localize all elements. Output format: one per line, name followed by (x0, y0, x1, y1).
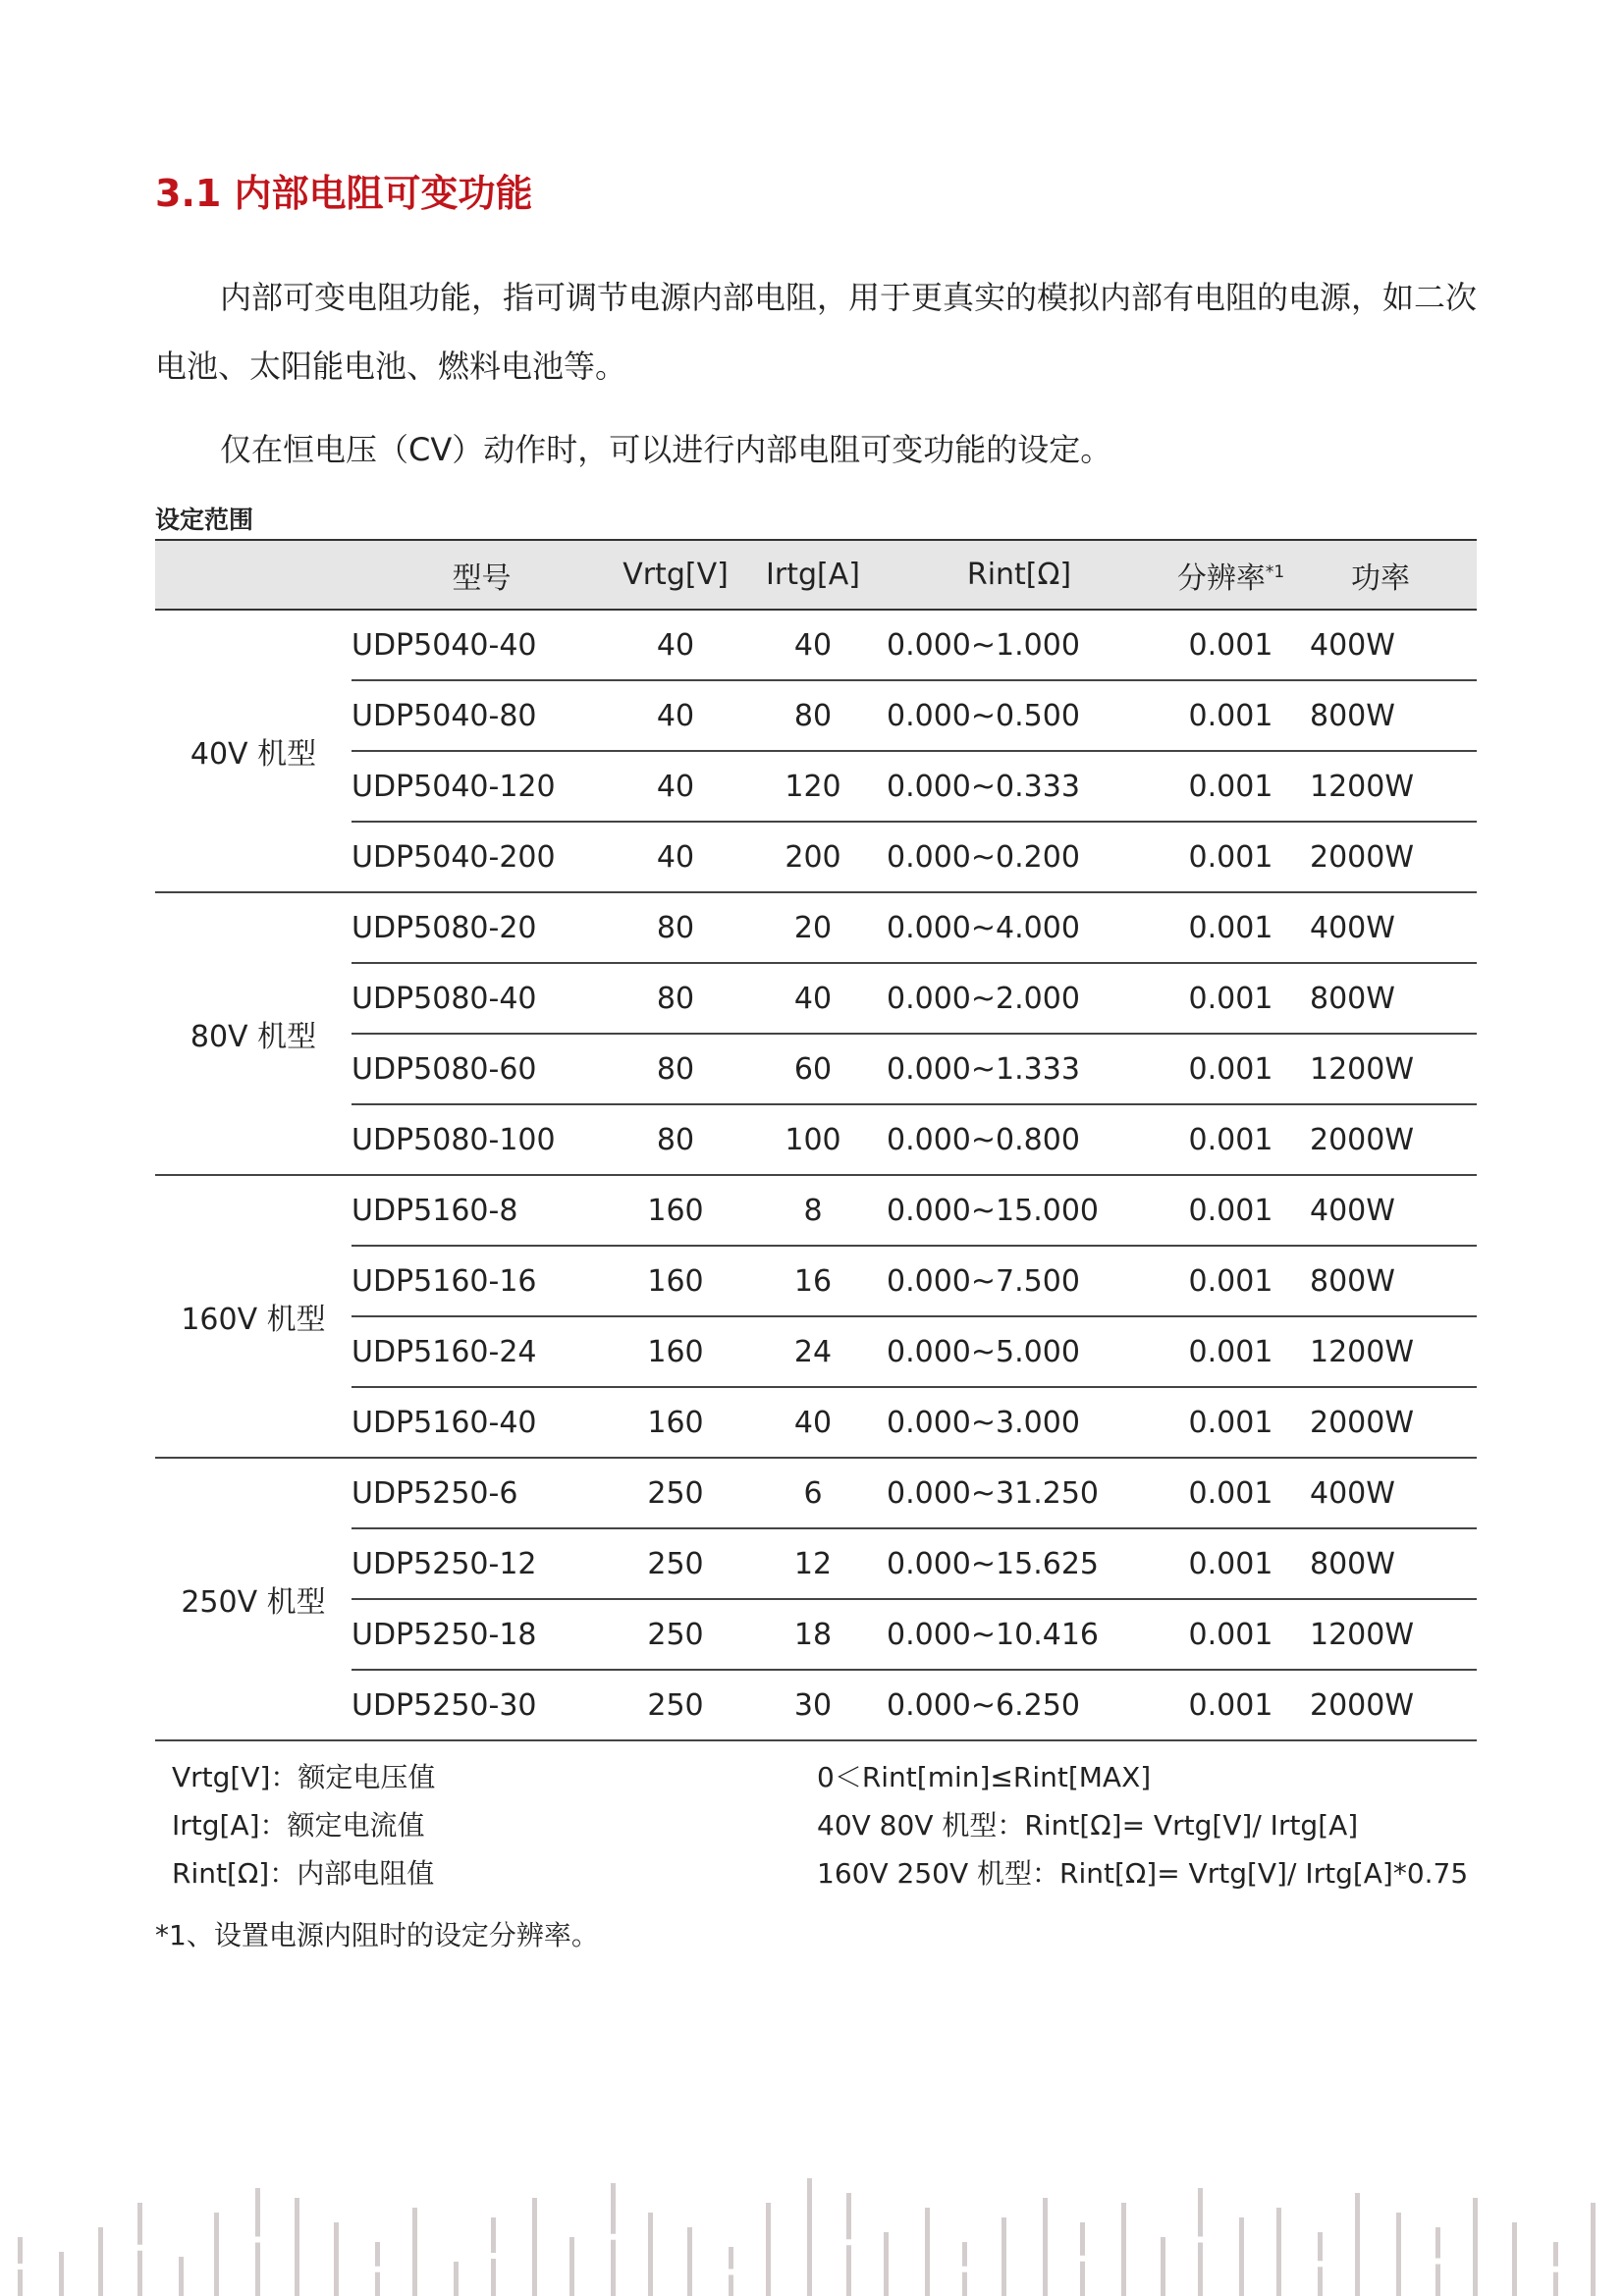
power-cell: 400W (1310, 610, 1477, 680)
vrtg-cell: 160 (612, 1246, 739, 1316)
rint-range-cell: 0.000~15.625 (887, 1528, 1152, 1599)
decor-bar (884, 2232, 889, 2296)
decor-bar (766, 2203, 771, 2296)
header-group (155, 540, 352, 610)
decor-bar (214, 2213, 219, 2296)
note-rint-range: 0＜Rint[min]≤Rint[MAX] (817, 1761, 1152, 1793)
power-cell: 400W (1310, 1458, 1477, 1528)
header-resolution-label: 分辨率 (1176, 561, 1266, 596)
decor-bar (807, 2178, 812, 2296)
table-row (155, 751, 1477, 822)
vrtg-cell: 250 (612, 1528, 739, 1599)
decor-bar (295, 2198, 299, 2296)
decor-bar (1276, 2208, 1281, 2296)
table-row (155, 1034, 1477, 1104)
power-cell: 800W (1310, 963, 1477, 1034)
irtg-cell: 16 (739, 1246, 887, 1316)
model-cell: UDP5160-8 (352, 1175, 612, 1246)
decor-bar (925, 2208, 930, 2296)
setting-range-table (155, 539, 1477, 1741)
vrtg-cell: 80 (612, 892, 739, 963)
resolution-cell: 0.001 (1152, 1246, 1310, 1316)
header-rint: Rint[Ω] (887, 540, 1152, 610)
decor-bar (1043, 2198, 1048, 2296)
decor-bar-gap (1435, 2259, 1440, 2265)
decor-bar-gap (962, 2267, 967, 2272)
rint-range-cell: 0.000~0.500 (887, 680, 1152, 751)
table-row (155, 822, 1477, 892)
model-cell: UDP5250-18 (352, 1599, 612, 1670)
decor-bar (1239, 2217, 1244, 2296)
rint-range-cell: 0.000~1.000 (887, 610, 1152, 680)
vrtg-cell: 40 (612, 822, 739, 892)
table-row (155, 680, 1477, 751)
resolution-cell: 0.001 (1152, 1599, 1310, 1670)
table-caption: 设定范围 (155, 506, 254, 534)
table-row (155, 1599, 1477, 1670)
power-cell: 800W (1310, 1528, 1477, 1599)
note-vrtg: Vrtg[V]：额定电压值 (172, 1761, 436, 1793)
header-resolution (1152, 540, 1310, 610)
power-cell: 1200W (1310, 1034, 1477, 1104)
model-cell: UDP5080-40 (352, 963, 612, 1034)
resolution-cell: 0.001 (1152, 1104, 1310, 1175)
decor-bar (1001, 2217, 1006, 2296)
rint-range-cell: 0.000~1.333 (887, 1034, 1152, 1104)
table-row (155, 1387, 1477, 1458)
irtg-cell: 40 (739, 1387, 887, 1458)
decor-bar (412, 2208, 417, 2296)
irtg-cell: 120 (739, 751, 887, 822)
vrtg-cell: 40 (612, 751, 739, 822)
section-title: 3.1 内部电阻可变功能 (155, 172, 533, 215)
resolution-cell: 0.001 (1152, 892, 1310, 963)
rint-range-cell: 0.000~3.000 (887, 1387, 1152, 1458)
irtg-cell: 60 (739, 1034, 887, 1104)
header-power: 功率 (1310, 540, 1477, 610)
power-cell: 2000W (1310, 822, 1477, 892)
decor-bar-gap (18, 2264, 23, 2269)
note-formula-160-250: 160V 250V 机型：Rint[Ω]= Vrtg[V]/ Irtg[A]*0.75 (817, 1857, 1469, 1890)
resolution-cell: 0.001 (1152, 1175, 1310, 1246)
decor-bar (1396, 2213, 1401, 2296)
power-cell: 1200W (1310, 1599, 1477, 1670)
power-cell: 2000W (1310, 1387, 1477, 1458)
table-row (155, 1104, 1477, 1175)
vrtg-cell: 160 (612, 1387, 739, 1458)
decor-bar (1512, 2222, 1517, 2296)
note-irtg: Irtg[A]：额定电流值 (172, 1809, 425, 1842)
power-cell: 2000W (1310, 1104, 1477, 1175)
rint-range-cell: 0.000~10.416 (887, 1599, 1152, 1670)
table-row (155, 1528, 1477, 1599)
decor-bar (1473, 2198, 1478, 2296)
model-cell: UDP5160-24 (352, 1316, 612, 1387)
model-group-label: 80V 机型 (155, 892, 352, 1175)
decor-bar (569, 2237, 574, 2296)
decor-bar-gap (255, 2237, 260, 2243)
vrtg-cell: 80 (612, 1034, 739, 1104)
power-cell: 2000W (1310, 1670, 1477, 1740)
model-cell: UDP5160-40 (352, 1387, 612, 1458)
rint-range-cell: 0.000~0.333 (887, 751, 1152, 822)
decor-bar (1121, 2203, 1126, 2296)
notes-formulas (817, 1753, 1468, 1897)
irtg-cell: 6 (739, 1458, 887, 1528)
resolution-cell: 0.001 (1152, 751, 1310, 822)
header-vrtg: Vrtg[V] (612, 540, 739, 610)
table-row (155, 610, 1477, 680)
irtg-cell: 8 (739, 1175, 887, 1246)
model-cell: UDP5250-6 (352, 1458, 612, 1528)
decor-bar (1591, 2203, 1596, 2296)
table-row (155, 1316, 1477, 1387)
resolution-cell: 0.001 (1152, 1458, 1310, 1528)
power-cell: 400W (1310, 1175, 1477, 1246)
model-cell: UDP5250-12 (352, 1528, 612, 1599)
rint-range-cell: 0.000~5.000 (887, 1316, 1152, 1387)
cv-note-paragraph: 仅在恒电压（CV）动作时，可以进行内部电阻可变功能的设定。 (220, 431, 1112, 468)
power-cell: 400W (1310, 892, 1477, 963)
resolution-cell: 0.001 (1152, 610, 1310, 680)
rint-range-cell: 0.000~7.500 (887, 1246, 1152, 1316)
table-row (155, 1246, 1477, 1316)
decor-bar (648, 2213, 653, 2296)
power-cell: 1200W (1310, 751, 1477, 822)
vrtg-cell: 80 (612, 1104, 739, 1175)
model-cell: UDP5250-30 (352, 1670, 612, 1740)
table-body (155, 610, 1477, 1740)
decorative-bars (0, 2130, 1624, 2296)
footnote: *1、设置电源内阻时的设定分辨率。 (155, 1919, 599, 1951)
resolution-cell: 0.001 (1152, 1316, 1310, 1387)
table-row (155, 963, 1477, 1034)
decor-bar-gap (491, 2253, 496, 2259)
irtg-cell: 20 (739, 892, 887, 963)
decor-bar (334, 2222, 339, 2296)
model-group-label: 250V 机型 (155, 1458, 352, 1740)
rint-range-cell: 0.000~0.200 (887, 822, 1152, 892)
resolution-cell: 0.001 (1152, 822, 1310, 892)
power-cell: 800W (1310, 1246, 1477, 1316)
vrtg-cell: 80 (612, 963, 739, 1034)
irtg-cell: 80 (739, 680, 887, 751)
table-row (155, 1175, 1477, 1246)
intro-paragraph: 内部可变电阻功能，指可调节电源内部电阻，用于更真实的模拟内部有电阻的电源，如二次电池、太阳能电池、燃料电池等。 (155, 279, 1478, 385)
note-formula-40-80: 40V 80V 机型：Rint[Ω]= Vrtg[V]/ Irtg[A] (817, 1809, 1359, 1842)
irtg-cell: 18 (739, 1599, 887, 1670)
model-cell: UDP5080-20 (352, 892, 612, 963)
decor-bar-gap (137, 2245, 142, 2251)
decor-bar (59, 2252, 64, 2296)
decor-bar-gap (1080, 2256, 1085, 2262)
irtg-cell: 12 (739, 1528, 887, 1599)
table-row (155, 892, 1477, 963)
model-cell: UDP5040-200 (352, 822, 612, 892)
model-cell: UDP5160-16 (352, 1246, 612, 1316)
decor-bar (532, 2198, 537, 2296)
model-cell: UDP5040-80 (352, 680, 612, 751)
model-group-label: 160V 机型 (155, 1175, 352, 1458)
header-resolution-footnote-mark: *1 (1265, 561, 1285, 582)
decor-bar-gap (611, 2234, 616, 2240)
rint-range-cell: 0.000~0.800 (887, 1104, 1152, 1175)
decor-bar (98, 2227, 103, 2296)
resolution-cell: 0.001 (1152, 1670, 1310, 1740)
resolution-cell: 0.001 (1152, 1387, 1310, 1458)
irtg-cell: 100 (739, 1104, 887, 1175)
model-cell: UDP5080-100 (352, 1104, 612, 1175)
decor-bar-gap (729, 2269, 733, 2275)
decor-bar-gap (1318, 2261, 1323, 2267)
note-rint: Rint[Ω]：内部电阻值 (172, 1857, 435, 1890)
model-cell: UDP5040-120 (352, 751, 612, 822)
irtg-cell: 40 (739, 963, 887, 1034)
vrtg-cell: 40 (612, 680, 739, 751)
decor-bar-gap (846, 2239, 851, 2245)
decor-bar (454, 2262, 459, 2296)
vrtg-cell: 250 (612, 1670, 739, 1740)
vrtg-cell: 160 (612, 1316, 739, 1387)
header-irtg: Irtg[A] (739, 540, 887, 610)
model-cell: UDP5040-40 (352, 610, 612, 680)
irtg-cell: 40 (739, 610, 887, 680)
resolution-cell: 0.001 (1152, 1528, 1310, 1599)
table-header-row (155, 540, 1477, 610)
rint-range-cell: 0.000~31.250 (887, 1458, 1152, 1528)
resolution-cell: 0.001 (1152, 1034, 1310, 1104)
model-cell: UDP5080-60 (352, 1034, 612, 1104)
decor-bar-gap (375, 2267, 380, 2272)
rint-range-cell: 0.000~2.000 (887, 963, 1152, 1034)
vrtg-cell: 160 (612, 1175, 739, 1246)
power-cell: 1200W (1310, 1316, 1477, 1387)
table-row (155, 1670, 1477, 1740)
irtg-cell: 24 (739, 1316, 887, 1387)
rint-range-cell: 0.000~4.000 (887, 892, 1152, 963)
decor-bar (179, 2257, 184, 2296)
vrtg-cell: 250 (612, 1458, 739, 1528)
table-row (155, 1458, 1477, 1528)
resolution-cell: 0.001 (1152, 680, 1310, 751)
vrtg-cell: 250 (612, 1599, 739, 1670)
irtg-cell: 30 (739, 1670, 887, 1740)
rint-range-cell: 0.000~15.000 (887, 1175, 1152, 1246)
rint-range-cell: 0.000~6.250 (887, 1670, 1152, 1740)
decor-bar-gap (1198, 2237, 1203, 2243)
model-group-label: 40V 机型 (155, 610, 352, 892)
irtg-cell: 200 (739, 822, 887, 892)
vrtg-cell: 40 (612, 610, 739, 680)
resolution-cell: 0.001 (1152, 963, 1310, 1034)
decor-bar (1355, 2193, 1360, 2296)
notes-definitions (172, 1753, 435, 1897)
header-model: 型号 (352, 540, 612, 610)
decor-bar (687, 2227, 692, 2296)
decor-bar (1161, 2237, 1165, 2296)
decor-bar-gap (1553, 2267, 1558, 2272)
power-cell: 800W (1310, 680, 1477, 751)
